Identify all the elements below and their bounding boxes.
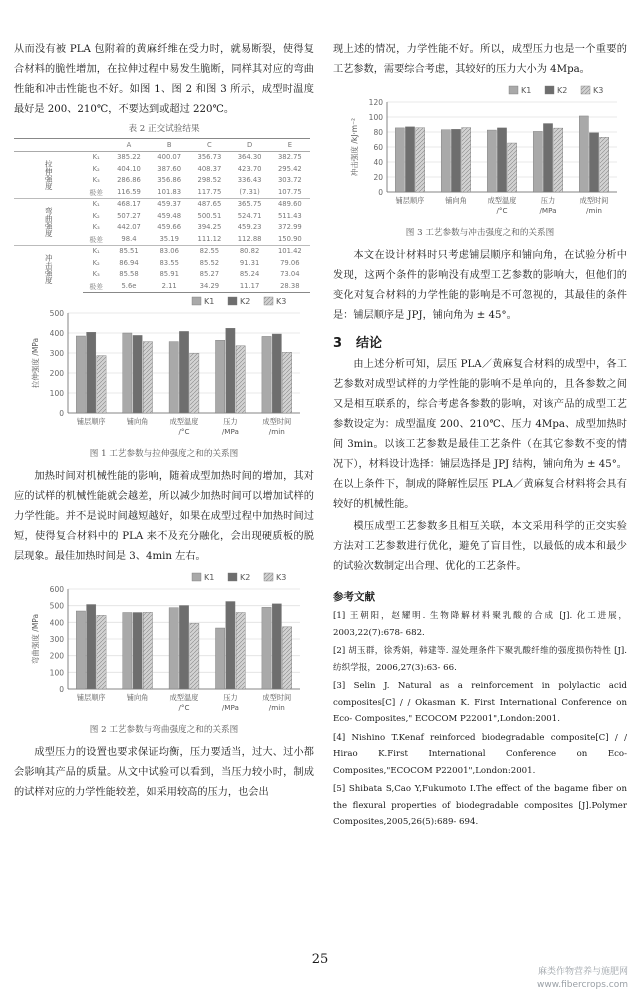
bar-k3	[143, 341, 152, 412]
figure-1-caption: 图 1 工艺参数与拉伸强度之和的关系图	[89, 448, 239, 459]
bar-k1	[487, 130, 496, 192]
table-cell: 极差	[89, 235, 103, 244]
legend-swatch	[581, 86, 590, 94]
table-cell: 111.12	[197, 234, 222, 243]
table-cell: 459.23	[237, 223, 262, 232]
table-cell: 387.60	[157, 164, 182, 173]
table-cell: 459.48	[157, 211, 182, 220]
table-group-label: 弯曲强度	[14, 198, 83, 245]
y-tick-label: 100	[368, 113, 383, 122]
table-cell: 极差	[83, 280, 108, 292]
table-cell: 459.66	[157, 223, 182, 232]
table-header-cell	[83, 139, 108, 152]
table-cell: 116.59	[117, 187, 141, 196]
table-cell: 107.75	[277, 187, 302, 196]
impact-strength-chart	[333, 82, 627, 222]
y-tick-label: 100	[49, 667, 64, 677]
flexural-strength-chart	[14, 569, 310, 719]
table-cell: 286.86	[117, 176, 141, 185]
y-tick-label: 20	[373, 173, 383, 182]
x-tick-label: 铺层顺序	[395, 196, 425, 205]
legend-swatch	[264, 297, 273, 305]
bar-k1	[395, 128, 404, 192]
table-cell: K₁	[83, 245, 108, 257]
legend-swatch	[228, 573, 237, 581]
table-cell: 85.52	[199, 258, 220, 267]
x-tick-label: 成型时间	[579, 196, 609, 205]
x-tick-label-unit: /MPa	[221, 426, 239, 436]
table-cell: 336.43	[237, 176, 262, 185]
x-tick-label: 压力	[223, 416, 238, 426]
table-cell: K₂	[92, 164, 100, 173]
bar-k2	[179, 331, 188, 413]
y-tick-label: 0	[59, 684, 64, 694]
bar-k3	[97, 355, 106, 412]
table-cell: 365.75	[230, 198, 270, 210]
table-cell: K₃	[92, 176, 100, 185]
table-row	[14, 151, 310, 163]
watermark-line-2: www.fibercrops.com	[537, 980, 628, 990]
bar-k2	[87, 332, 96, 413]
legend-label: K1	[204, 296, 215, 306]
legend-label: K3	[276, 296, 287, 306]
table-cell: 2.11	[149, 280, 189, 292]
table-cell: 423.70	[237, 164, 262, 173]
table-cell: 385.22	[109, 151, 149, 163]
table-cell: 35.19	[159, 234, 179, 243]
bar-k1	[169, 341, 178, 412]
table-cell: 524.71	[237, 211, 262, 220]
reference-item: [1] 王朝阳，赵耀明. 生物降解材料聚乳酸的合成 [J]. 化工进展，2003,22(7):678- 682.	[333, 611, 627, 638]
bar-k2	[451, 129, 460, 192]
legend-label: K2	[240, 296, 251, 306]
y-tick-label: 500	[49, 308, 64, 318]
table-body	[14, 151, 310, 292]
x-tick-label-unit: /min	[586, 206, 602, 215]
table-cell: K₁	[83, 151, 108, 163]
figure-3-caption: 图 3 工艺参数与冲击强度之和的关系图	[405, 228, 555, 238]
bar-k2	[133, 335, 142, 413]
y-tick-label: 0	[59, 408, 64, 418]
table-header-cell: E	[270, 139, 310, 152]
bar-k2	[497, 128, 506, 192]
table-cell: 112.88	[237, 234, 262, 243]
table-header-cell: B	[149, 139, 189, 152]
y-tick-label: 100	[49, 388, 64, 398]
bar-k1	[533, 131, 542, 192]
legend-label: K1	[521, 86, 532, 95]
reference-item: [4] Nishino T.Kenaf reinforced biodegradable composite[C] / / Hirao K.First International Conference on Eco- Composites,"ECOCOM P22001",London:2001.	[333, 732, 627, 776]
table-cell: 468.17	[109, 198, 149, 210]
legend-swatch	[509, 86, 518, 94]
right-paragraph-4: 模压成型工艺参数多且相互关联，本文采用科学的正交实验方法对工艺参数进行优化，避免了盲目性，以最低的成本和最少的试验次数制定出合理、优化的工艺条件。	[333, 521, 627, 572]
y-tick-label: 80	[373, 128, 383, 137]
reference-item: [2] 胡玉群，徐秀娟，韩建等. 湿处理条件下聚乳酸纤维的强度损伤特性 [J]. 纺织学报，2006,27(3):63- 66.	[333, 646, 627, 673]
legend-label: K3	[276, 572, 287, 582]
bar-k3	[190, 623, 199, 689]
x-tick-label: 成型温度	[169, 416, 199, 426]
table-cell: 487.65	[189, 198, 229, 210]
table-cell: 459.37	[149, 198, 189, 210]
table-group-label: 冲击强度	[14, 245, 83, 292]
table-cell: 500.51	[197, 211, 222, 220]
x-tick-label-unit: /°C	[496, 206, 508, 215]
y-tick-label: 200	[49, 368, 64, 378]
table-header-cell: A	[109, 139, 149, 152]
table-cell: 85.58	[119, 270, 139, 279]
x-tick-label: 铺向角	[126, 692, 149, 702]
y-tick-label: 500	[49, 601, 64, 611]
table-group-label: 拉伸强度	[14, 151, 83, 198]
table-cell: 117.75	[197, 187, 222, 196]
y-axis-label: 弯曲强度 /MPa	[31, 613, 40, 664]
bar-k1	[169, 607, 178, 688]
table-cell: 11.17	[230, 280, 270, 292]
x-tick-label-unit: /MPa	[221, 702, 239, 712]
table-cell: 507.27	[117, 211, 141, 220]
legend-label: K2	[557, 86, 568, 95]
left-paragraph-3: 成型压力的设置也要求保证均衡，压力要适当，过大、过小都会影响其产品的质量。从文中试验可以看到，当压力较小时，制成的试样对应的力学性能较差，如采用较高的压力，也会出	[14, 746, 314, 798]
table-cell: 408.37	[197, 164, 222, 173]
y-axis-label: 拉伸强度 /MPa	[31, 337, 40, 388]
x-tick-label: 铺层顺序	[76, 692, 106, 702]
table-cell: 73.04	[280, 270, 300, 279]
tensile-strength-chart	[14, 293, 310, 443]
table-cell: K₁	[83, 198, 108, 210]
table-cell: 400.07	[149, 151, 189, 163]
table-cell: 295.42	[277, 164, 302, 173]
bar-k3	[282, 352, 291, 413]
table-cell: K₃	[92, 223, 100, 232]
table-cell: 80.82	[230, 245, 270, 257]
bar-k1	[579, 116, 588, 192]
table-cell: 364.30	[230, 151, 270, 163]
page-number: 25	[311, 952, 329, 967]
reference-item: [3] Selin J. Natural as a reinforcement in polylactic acid composites[C] / / Okasman K. First International Conference on Eco- Composites," ECOCOM P22001",London:2001.	[333, 681, 627, 724]
bar-k1	[123, 612, 132, 689]
y-tick-label: 600	[49, 584, 64, 594]
table-cell: 356.73	[189, 151, 229, 163]
table-cell: 85.91	[159, 270, 179, 279]
results-table	[14, 138, 310, 293]
x-tick-label: 成型时间	[262, 692, 292, 702]
table-cell: 511.43	[277, 211, 302, 220]
x-tick-label: 铺向角	[445, 196, 467, 205]
table-cell: 489.60	[270, 198, 310, 210]
table-cell: 356.86	[157, 176, 182, 185]
left-column	[14, 40, 314, 805]
right-paragraph-1: 现上述的情况，力学性能不好。所以，成型压力也是一个重要的工艺参数，需要综合考虑，其较好的压力大小为 4Mpa。	[333, 44, 627, 75]
table-cell: 442.07	[117, 223, 141, 232]
table-cell: 303.72	[277, 176, 302, 185]
bar-k1	[123, 333, 132, 413]
table-cell: 28.38	[270, 280, 310, 292]
y-tick-label: 300	[49, 348, 64, 358]
table-cell: 83.06	[149, 245, 189, 257]
bar-k2	[272, 603, 281, 688]
bar-k2	[272, 334, 281, 413]
table-cell: 101.42	[270, 245, 310, 257]
table-header-cell: C	[189, 139, 229, 152]
table-cell: K₂	[92, 211, 100, 220]
left-paragraph-2: 加热时间对机械性能的影响，随着成型加热时间的增加，其对应的试样的机械性能就会越差，所以减少加热时间可以增加试样的力学性能。并不是说时间越短越好，如果在成型过程中加热时间过短，使得复合材料中的 PLA 来不及充分融化，会出现硬质板的脱层现象。最佳加热时间是 3、4min 左右。	[14, 470, 314, 562]
table-title: 表 2 正交试验结果	[128, 124, 200, 134]
table-cell: 85.24	[239, 270, 260, 279]
table-cell: 372.99	[277, 223, 302, 232]
table-cell: 86.94	[119, 258, 139, 267]
x-tick-label: 成型温度	[169, 692, 199, 702]
bar-k3	[600, 137, 609, 192]
x-tick-label: 压力	[540, 196, 556, 205]
y-axis-label: 冲击强度 /kJ·m⁻²	[350, 117, 359, 177]
table-cell: K₂	[92, 258, 100, 267]
bar-k2	[405, 127, 414, 192]
table-cell: 极差	[89, 188, 103, 197]
section-title: 结论	[356, 336, 383, 351]
table-cell: 5.6e	[109, 280, 149, 292]
x-tick-label-unit: /min	[268, 426, 285, 436]
bar-k3	[190, 353, 199, 413]
bar-k2	[226, 601, 235, 689]
bar-k3	[416, 128, 425, 192]
legend-swatch	[192, 297, 201, 305]
x-tick-label: 压力	[223, 692, 238, 702]
watermark-line-1: 麻类作物营养与施肥网	[537, 967, 628, 977]
y-tick-label: 400	[49, 617, 64, 627]
legend-swatch	[264, 573, 273, 581]
references-heading: 参考文献	[333, 591, 375, 603]
table-cell: K₃	[92, 270, 100, 279]
legend-label: K1	[204, 572, 215, 582]
reference-item: [5] Shibata S,Cao Y,Fukumoto I.The effect of the bagame fiber on the flexural properties of biodegradable composites [J].Polymer Composites,2005,26(5):689- 694.	[333, 784, 627, 827]
bar-k3	[236, 345, 245, 412]
y-tick-label: 60	[373, 143, 383, 152]
bar-k2	[226, 328, 235, 413]
bar-k2	[589, 133, 598, 192]
x-tick-label-unit: /MPa	[539, 206, 557, 215]
x-tick-label: 铺层顺序	[76, 416, 106, 426]
y-tick-label: 120	[368, 98, 383, 107]
bar-k3	[236, 612, 245, 689]
table-cell: (7.31)	[239, 187, 260, 196]
bar-k3	[508, 143, 517, 192]
table-cell: 101.83	[157, 187, 182, 196]
right-paragraph-2: 本文在设计材料时只考虑铺层顺序和铺向角，在试验分析中发现，这两个条件的影响没有成型工艺参数的影响大，但他们的变化对复合材料的力学性能的影响是不可忽视的，其最佳的条件是：铺层顺序是 JPJ，铺向角为 ± 45°。	[333, 250, 627, 321]
table-cell: 150.90	[277, 234, 302, 243]
bar-k1	[215, 340, 224, 413]
y-tick-label: 300	[49, 634, 64, 644]
y-tick-label: 200	[49, 651, 64, 661]
bar-k1	[215, 628, 224, 689]
legend-label: K3	[593, 86, 604, 95]
bar-k3	[554, 128, 563, 192]
section-number: 3	[333, 336, 343, 351]
table-cell: 34.29	[189, 280, 229, 292]
table-cell: 79.06	[280, 258, 300, 267]
bar-k1	[262, 607, 271, 689]
bar-k2	[87, 604, 96, 689]
legend-swatch	[545, 86, 554, 94]
table-cell: 98.4	[121, 234, 137, 243]
table-row	[14, 198, 310, 210]
x-tick-label-unit: /°C	[178, 426, 190, 436]
legend-label: K2	[240, 572, 251, 582]
table-header-row	[14, 139, 310, 152]
y-tick-label: 400	[49, 328, 64, 338]
figure-2-caption: 图 2 工艺参数与弯曲强度之和的关系图	[89, 724, 239, 735]
bar-k2	[179, 605, 188, 689]
references-list	[333, 608, 627, 831]
right-paragraph-3: 由上述分析可知，层压 PLA／黄麻复合材料的成型中，各工艺参数对成型试样的力学性能的影响不是单向的，且各参数之间又是相互联系的，综合考虑各参数的影响，对该产品的成型工艺参数设定为：成型温度 200、210℃、压力 4Mpa、成型加热时间 3min。以该工艺参数是最佳工艺条件（在其它参数不变的情况下），材料设计选择：铺层选择是 JPJ 结构，铺向角为 ± 45°。在以上条件下，制成的降解性层压 PLA／黄麻复合材料将会具有较好的机械性能。	[333, 359, 627, 510]
bar-k3	[97, 615, 106, 689]
watermark	[537, 966, 628, 992]
bar-k2	[543, 124, 552, 192]
section-heading	[333, 332, 627, 351]
x-tick-label: 成型时间	[262, 416, 292, 426]
table-header-cell: D	[230, 139, 270, 152]
table-cell: 83.55	[159, 258, 179, 267]
table-cell: 404.10	[117, 164, 141, 173]
bar-k1	[76, 336, 85, 413]
bar-k2	[133, 612, 142, 689]
x-tick-label: 铺向角	[126, 416, 149, 426]
x-tick-label-unit: /min	[268, 702, 285, 712]
legend-swatch	[228, 297, 237, 305]
y-tick-label: 0	[378, 188, 383, 197]
bar-k1	[76, 611, 85, 689]
table-cell: 82.55	[189, 245, 229, 257]
table-header-cell	[14, 139, 83, 152]
table-cell: 85.27	[199, 270, 220, 279]
bar-k1	[441, 130, 450, 192]
left-paragraph-1: 从而没有被 PLA 包附着的黄麻纤维在受力时，就易断裂，使得复合材料的脆性增加，在拉伸过程中易发生脆断，同样其对应的弯曲性能和冲击性能也不好。如图 1、图 2 和图 3 所示，成型时温度最好是 200、210℃，不要达到或超过 220℃。	[14, 44, 314, 115]
table-cell: 394.25	[197, 223, 222, 232]
table-cell: 85.51	[109, 245, 149, 257]
x-tick-label: 成型温度	[487, 196, 517, 205]
table-cell: 298.52	[197, 176, 222, 185]
table-row	[14, 245, 310, 257]
bar-k3	[143, 612, 152, 689]
bar-k3	[462, 128, 471, 192]
table-cell: 91.31	[239, 258, 260, 267]
bar-k3	[282, 626, 291, 688]
x-tick-label-unit: /°C	[178, 702, 190, 712]
table-cell: 382.75	[270, 151, 310, 163]
right-column	[333, 40, 627, 833]
legend-swatch	[192, 573, 201, 581]
y-tick-label: 40	[373, 158, 383, 167]
bar-k1	[262, 336, 271, 413]
